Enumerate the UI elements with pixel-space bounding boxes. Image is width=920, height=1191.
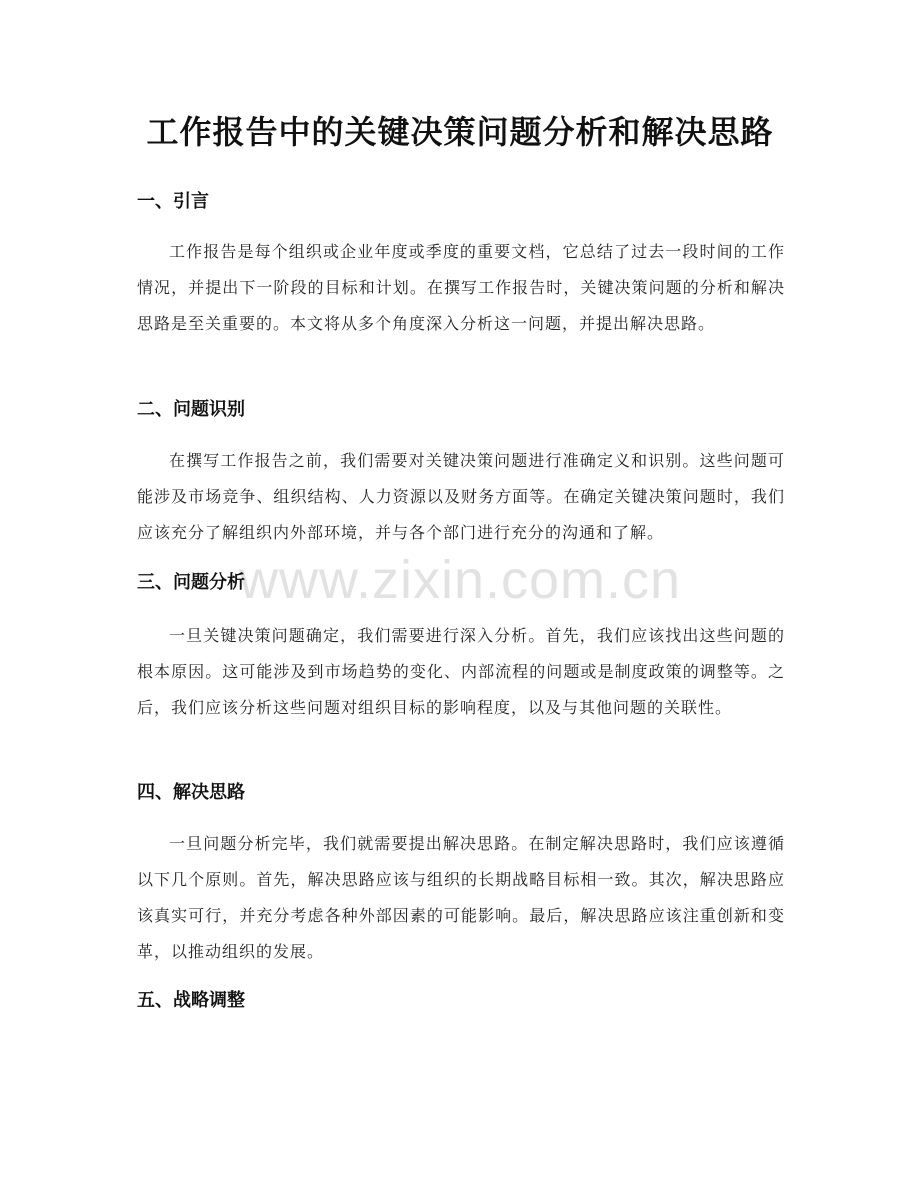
section-heading-solution-approach: 四、解决思路 xyxy=(137,782,245,803)
section-paragraph-solution-approach: 一旦问题分析完毕，我们就需要提出解决思路。在制定解决思路时，我们应该遵循以下几个原则。首先，解决思路应该与组织的长期战略目标相一致。其次，解决思路应该真实可行，并充分考虑各种外部因素的可能影响。最后，解决思路应该注重创新和变革，以推动组织的发展。 xyxy=(137,834,785,961)
section-heading-problem-analysis: 三、问题分析 xyxy=(137,572,245,593)
section-heading-introduction: 一、引言 xyxy=(137,191,209,212)
section-heading-problem-identification: 二、问题识别 xyxy=(137,399,245,420)
section-paragraph-problem-identification: 在撰写工作报告之前，我们需要对关键决策问题进行准确定义和识别。这些问题可能涉及市场竞争、组织结构、人力资源以及财务方面等。在确定关键决策问题时，我们应该充分了解组织内外部环境，并与各个部门进行充分的沟通和了解。 xyxy=(137,451,785,542)
section-paragraph-problem-analysis: 一旦关键决策问题确定，我们需要进行深入分析。首先，我们应该找出这些问题的根本原因。这可能涉及到市场趋势的变化、内部流程的问题或是制度政策的调整等。之后，我们应该分析这些问题对组织目标的影响程度，以及与其他问题的关联性。 xyxy=(137,626,785,717)
document-title: 工作报告中的关键决策问题分析和解决思路 xyxy=(146,113,774,151)
section-paragraph-introduction: 工作报告是每个组织或企业年度或季度的重要文档，它总结了过去一段时间的工作情况，并提出下一阶段的目标和计划。在撰写工作报告时，关键决策问题的分析和解决思路是至关重要的。本文将从多个角度深入分析这一问题，并提出解决思路。 xyxy=(137,242,785,333)
watermark: www.zixin.com.cn xyxy=(238,550,682,610)
section-heading-strategy-adjustment: 五、战略调整 xyxy=(137,990,245,1011)
